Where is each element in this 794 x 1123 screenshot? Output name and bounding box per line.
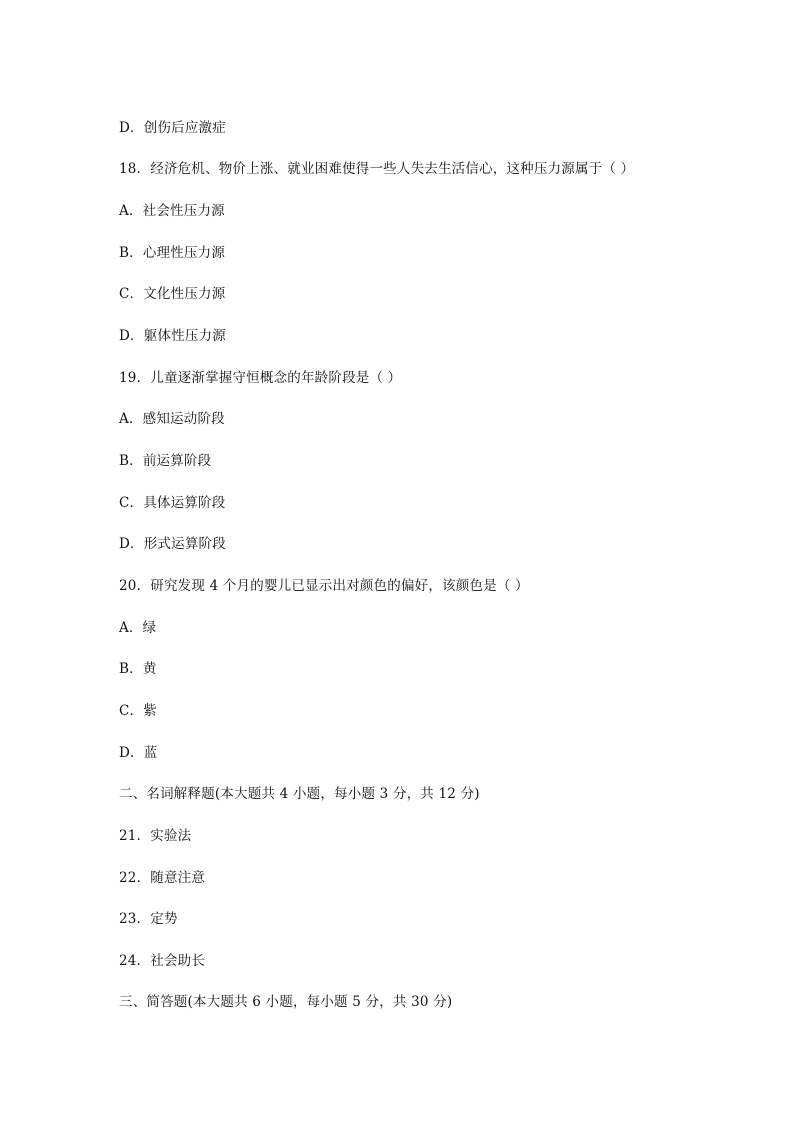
- question-19: 19．儿童逐渐掌握守恒概念的年龄阶段是（ ）: [119, 370, 402, 386]
- option-b-q18: B．心理性压力源: [119, 245, 226, 261]
- option-b-q19: B．前运算阶段: [119, 453, 212, 469]
- option-a-q20: A．绿: [119, 620, 157, 636]
- question-18: 18．经济危机、物价上涨、就业困难使得一些人失去生活信心，这种压力源属于（ ）: [119, 161, 635, 177]
- section-heading-short-answer: 三、简答题(本大题共 6 小题，每小题 5 分，共 30 分): [119, 994, 453, 1010]
- question-22: 22．随意注意: [119, 870, 206, 886]
- question-23: 23．定势: [119, 911, 178, 927]
- option-c-q20: C．紫: [119, 703, 157, 719]
- question-24: 24．社会助长: [119, 953, 206, 969]
- option-d-q19: D．形式运算阶段: [119, 536, 226, 552]
- option-d-q18: D．躯体性压力源: [119, 328, 226, 344]
- option-c-q18: C．文化性压力源: [119, 286, 226, 302]
- option-d-q20: D．蓝: [119, 745, 158, 761]
- option-c-q19: C．具体运算阶段: [119, 495, 226, 511]
- option-d-q17: D．创伤后应激症: [119, 120, 226, 136]
- question-20: 20．研究发现 4 个月的婴儿已显示出对颜色的偏好，该颜色是（ ）: [119, 578, 529, 594]
- question-21: 21．实验法: [119, 828, 192, 844]
- option-a-q19: A．感知运动阶段: [119, 411, 225, 427]
- section-heading-terms: 二、名词解释题(本大题共 4 小题，每小题 3 分，共 12 分): [119, 786, 480, 802]
- option-b-q20: B．黄: [119, 661, 157, 677]
- option-a-q18: A．社会性压力源: [119, 203, 225, 219]
